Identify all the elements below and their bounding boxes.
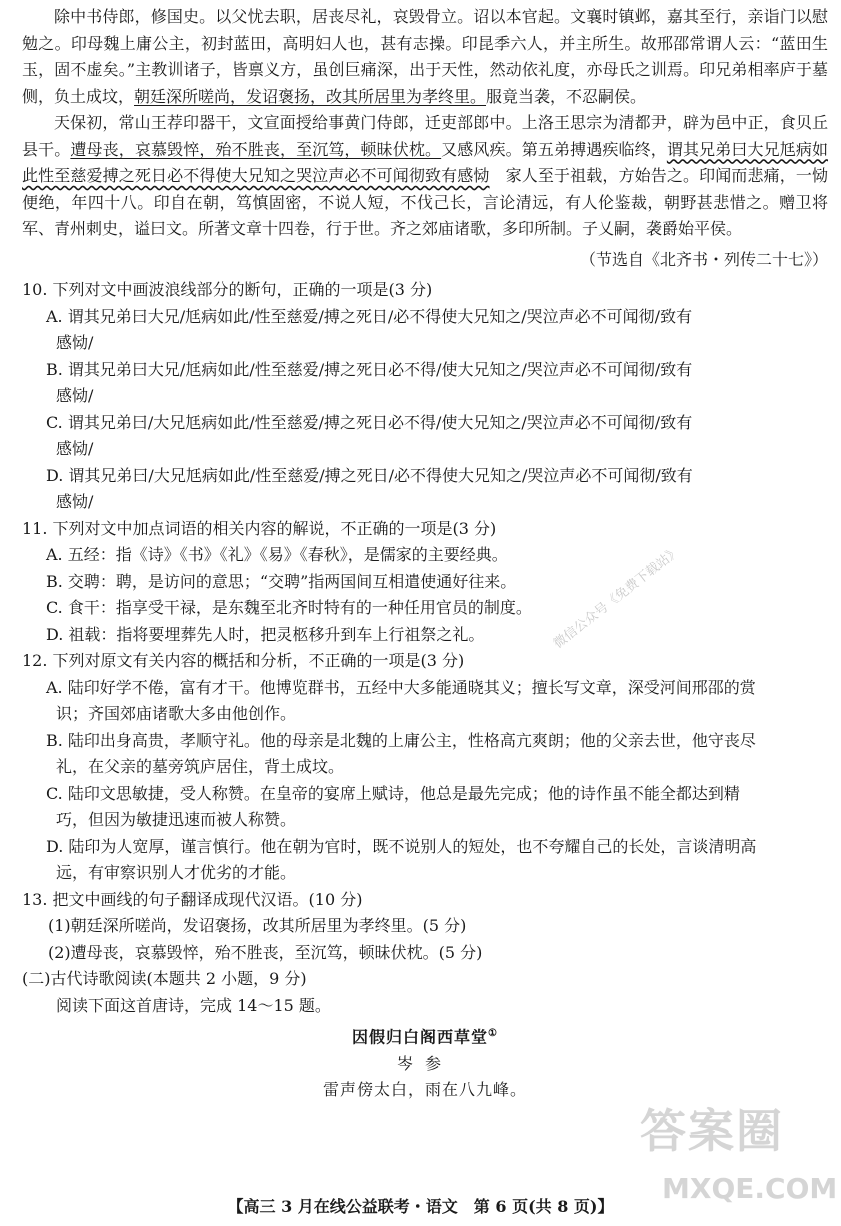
q12-option-d: D. 陆印为人宽厚，谨言慎行。他在朝为官时，既不说别人的短处，也不夸耀自己的长处，言谈清明高 <box>46 836 757 856</box>
q10-option-b: B. 谓其兄弟曰大兄/尪病如此/性至慈爱/搏之死日必不得/使大兄知之/哭泣声必不可闻彻/致有 <box>46 359 693 379</box>
passage-text: 家人至于祖载，方始告之。印闻而悲痛，一恸便绝，年四十八。印自在朝，笃慎固密，不说人短，不伐己长，言论清远，有人伦鉴裁，朝野甚悲惜之。赠卫将军、青州刺史，谥曰文。所著文章十四卷，行于世。齐之郊庙诸歌，多印所制。子乂嗣，袭爵始平侯。 <box>22 166 828 238</box>
section-heading: (二)古代诗歌阅读(本题共 2 小题，9 分) <box>22 969 307 988</box>
q12-option-a-cont: 识；齐国郊庙诸歌大多由他创作。 <box>56 704 297 723</box>
q12-option-c-cont: 巧，但因为敏捷迅速而被人称赞。 <box>56 810 297 829</box>
q12-option-c: C. 陆印文思敏捷，受人称赞。在皇帝的宴席上赋诗，他总是最先完成；他的诗作虽不能全都达到精 <box>46 783 740 803</box>
page-footer: 【高三 3 月在线公益联考・语文 第 6 页(共 8 页)】 <box>227 1197 614 1216</box>
underlined-sentence-2: 遭母丧，哀慕毁悴，殆不胜丧，至沉笃，顿昧伏枕。 <box>70 139 442 159</box>
poem-author: 岑参 <box>396 1053 453 1073</box>
q10-option-a-cont: 感恸/ <box>56 333 94 352</box>
passage-text: 又感风疾。第五弟搏遇疾临终， <box>441 139 667 159</box>
poem-title <box>22 1021 828 1051</box>
q12-option-d-cont: 远，有审察识别人才优劣的才能。 <box>56 863 297 882</box>
exam-page <box>22 4 828 1104</box>
poem-line-1: 雷声傍太白，雨在八九峰。 <box>322 1080 527 1100</box>
question-13-stem: 13. 把文中画线的句子翻译成现代汉语。(10 分) <box>22 889 363 909</box>
q12-option-b-cont: 礼，在父亲的墓旁筑庐居住，背土成坟。 <box>56 757 345 776</box>
q13-item-1: (1)朝廷深所嗟尚，发诏褒扬，改其所居里为孝终里。(5 分) <box>48 916 467 935</box>
q11-option-b: B. 交聘：聘，是访问的意思；“交聘”指两国间互相遣使通好往来。 <box>46 571 517 591</box>
q12-option-b: B. 陆印出身高贵，孝顺守礼。他的母亲是北魏的上庸公主，性格高亢爽朗；他的父亲去世，他守丧尽 <box>46 730 756 750</box>
underlined-sentence-1: 朝廷深所嗟尚，发诏褒扬，改其所居里为孝终里。 <box>134 86 487 106</box>
q10-option-c-cont: 感恸/ <box>56 439 94 458</box>
q10-option-c: C. 谓其兄弟曰/大兄尪病如此/性至慈爱/搏之死日必不得/使大兄知之/哭泣声必不可闻彻/致有 <box>46 412 693 432</box>
passage-text: 除中书侍郎，修国史。以父忧去职，居丧尽礼，哀毁骨立。诏以本官起。文襄时镇邺，嘉其至行，亲诣门以慰勉之。印母魏上庸公主，初封蓝田，高明妇人也，甚有志操。印昆季六人，并主所生。故邢邵常谓人云：“蓝田生玉，固不虚矣。”主教训诸子，皆禀义方，虽创巨痛深，出于天性，然动依礼度，亦母氏之训焉。印兄弟相率庐于墓侧，负土成坟， <box>22 7 828 106</box>
passage-text: 服竟当袭，不忍嗣侯。 <box>486 86 647 106</box>
passage-paragraph-1 <box>22 4 828 110</box>
poem-title-text: 因假归白阁西草堂 <box>352 1027 489 1047</box>
logo-big-text: 答案圈 <box>640 1104 784 1158</box>
poem-footnote-marker: ① <box>488 1028 498 1039</box>
wavy-underlined-passage: 谓其兄弟曰大兄尪病如此性至慈爱搏之死日必不得使大兄知之哭泣声必不可闻彻致有感恸 <box>22 139 828 185</box>
q11-option-c: C. 食干：指享受干禄，是东魏至北齐时特有的一种任用官员的制度。 <box>46 598 532 617</box>
passage-text: 天保初，常山王荐印器干，文宣面授给事黄门侍郎，迁吏部郎中。上洛王思宗为清都尹，辟为邑中正，食贝丘县干。 <box>22 113 828 159</box>
q10-option-b-cont: 感恸/ <box>56 386 94 405</box>
logo-small-text: MXQE.COM <box>662 1172 838 1205</box>
question-12-stem: 12. 下列对原文有关内容的概括和分析，不正确的一项是(3 分) <box>22 651 465 670</box>
question-10-stem: 10. 下列对文中画波浪线部分的断句，正确的一项是(3 分) <box>22 280 433 299</box>
q10-option-d-cont: 感恸/ <box>56 492 94 511</box>
section-instruction: 阅读下面这首唐诗，完成 14～15 题。 <box>56 995 331 1015</box>
q11-option-a: A. 五经：指《诗》《书》《礼》《易》《春秋》，是儒家的主要经典。 <box>46 545 508 564</box>
watermark-text: 微信公众号《免费下载站》 <box>551 543 684 652</box>
q11-option-d: D. 祖载：指将要埋葬先人时，把灵柩移升到车上行祖祭之礼。 <box>46 624 485 644</box>
q10-option-d: D. 谓其兄弟曰/大兄尪病如此/性至慈爱/搏之死日/必不得使大兄知之/哭泣声必不可闻彻/致有 <box>46 465 693 485</box>
passage-source: （节选自《北齐书・列传二十七》） <box>579 249 828 269</box>
question-11-stem: 11. 下列对文中加点词语的相关内容的解说，不正确的一项是(3 分) <box>22 518 497 538</box>
q12-option-a: A. 陆印好学不倦，富有才干。他博览群书，五经中大多能通晓其义；擅长写文章，深受河间邢邵的赏 <box>46 677 756 697</box>
passage-paragraph-2 <box>22 110 828 243</box>
q13-item-2: (2)遭母丧，哀慕毁悴，殆不胜丧，至沉笃，顿昧伏枕。(5 分) <box>48 942 483 962</box>
q10-option-a: A. 谓其兄弟曰大兄/尪病如此/性至慈爱/搏之死日/必不得使大兄知之/哭泣声必不可闻彻/致有 <box>46 306 693 326</box>
